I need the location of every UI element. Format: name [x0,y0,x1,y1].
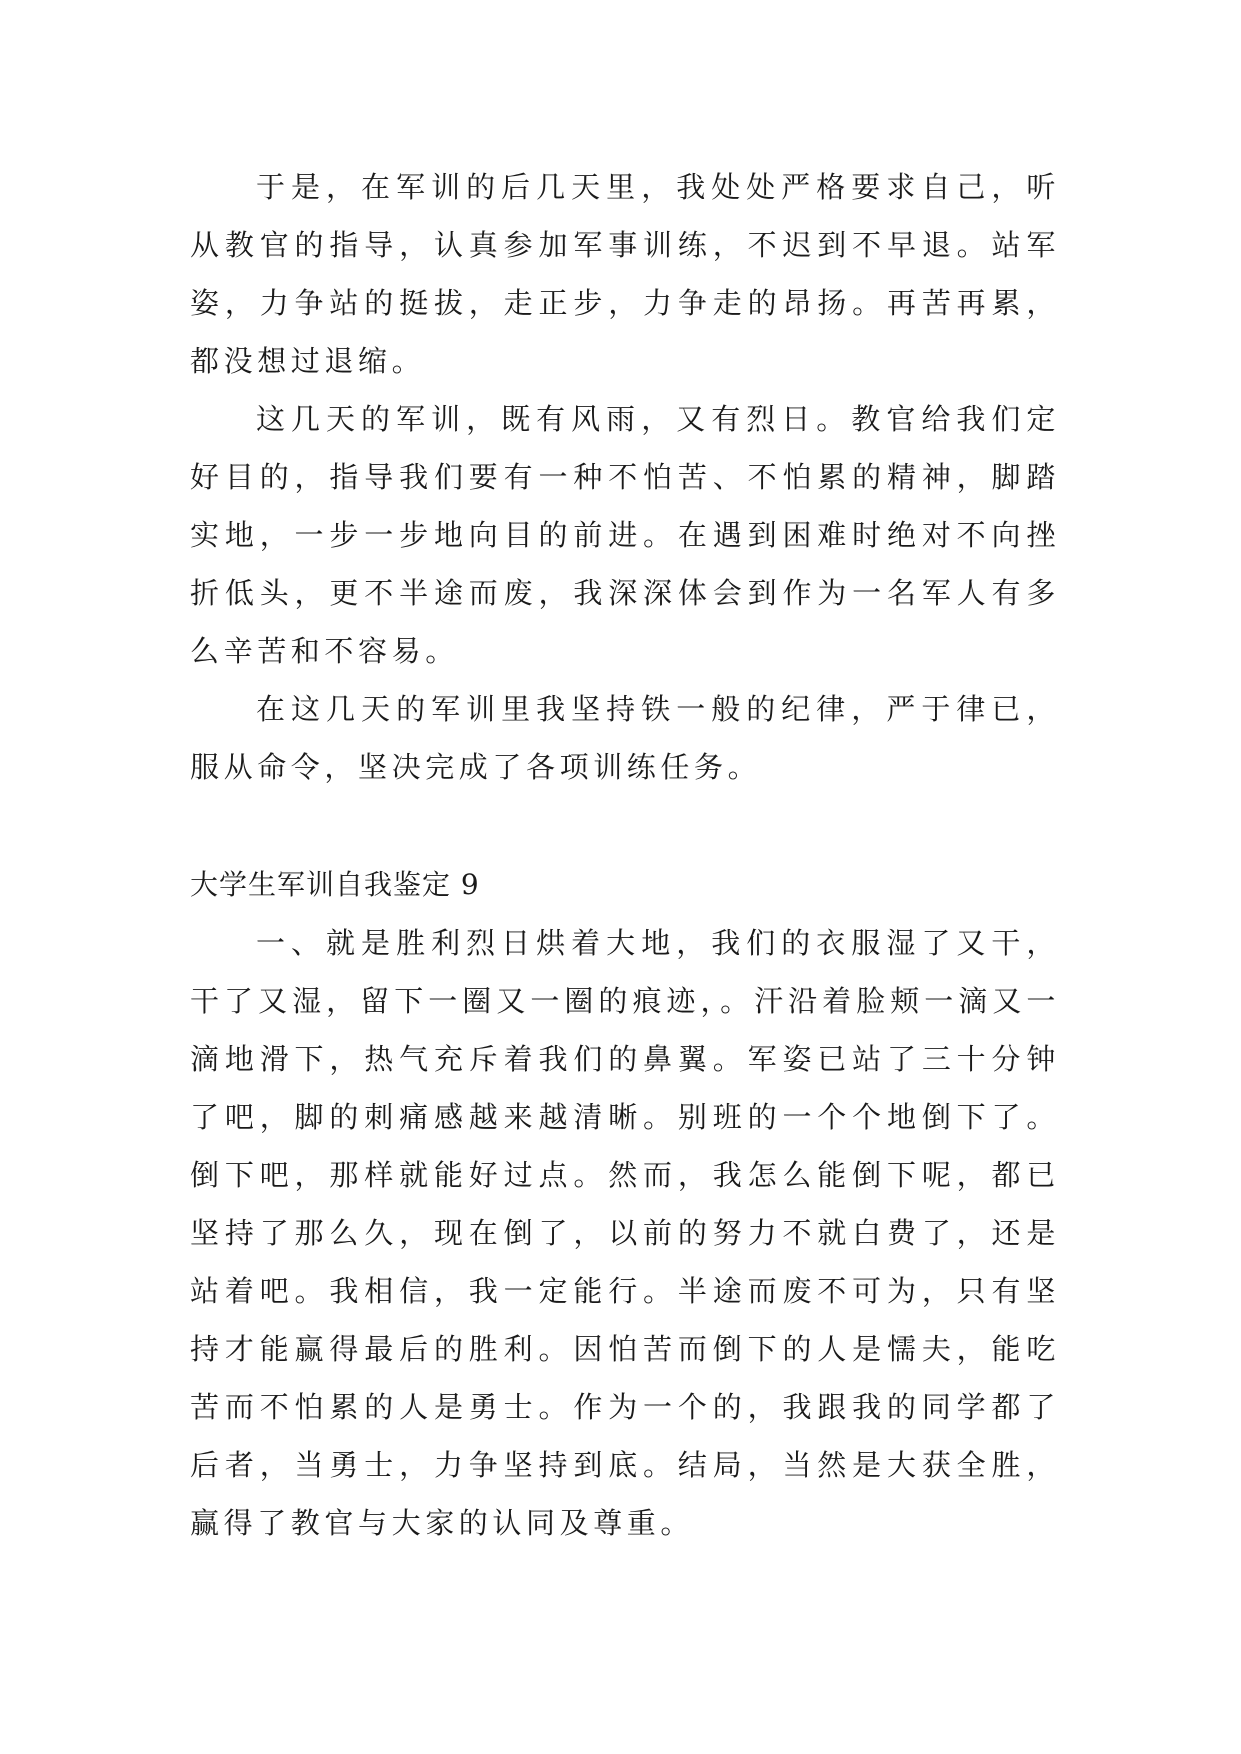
paragraph: 这几天的军训，既有风雨，又有烈日。教官给我们定好目的，指导我们要有一种不怕苦、不怕累的精神，脚踏实地，一步一步地向目的前进。在遇到困难时绝对不向挫折低头，更不半途而废，我深深体会到作为一名军人有多么辛苦和不容易。 [190,402,1060,668]
paragraph: 一、就是胜利烈日烘着大地，我们的衣服湿了又干，干了又湿，留下一圈又一圈的痕迹，。汗沿着脸颊一滴又一滴地滑下，热气充斥着我们的鼻翼。军姿已站了三十分钟了吧，脚的刺痛感越来越清晰。别班的一个个地倒下了。倒下吧，那样就能好过点。然而，我怎么能倒下呢，都已坚持了那么久，现在倒了，以前的努力不就白费了，还是站着吧。我相信，我一定能行。半途而废不可为，只有坚持才能赢得最后的胜利。因怕苦而倒下的人是懦夫，能吃苦而不怕累的人是勇士。作为一个的，我跟我的同学都了后者，当勇士，力争坚持到底。结局，当然是大获全胜，赢得了教官与大家的认同及尊重。 [190,926,1060,1540]
section-title: 大学生军训自我鉴定 9 [190,868,480,901]
document-body [190,158,1060,1552]
paragraph: 在这几天的军训里我坚持铁一般的纪律，严于律已，服从命令，坚决完成了各项训练任务。 [190,692,1060,784]
paragraph: 于是，在军训的后几天里，我处处严格要求自己，听从教官的指导，认真参加军事训练，不迟到不早退。站军姿，力争站的挺拔，走正步，力争走的昂扬。再苦再累，都没想过退缩。 [190,170,1060,378]
